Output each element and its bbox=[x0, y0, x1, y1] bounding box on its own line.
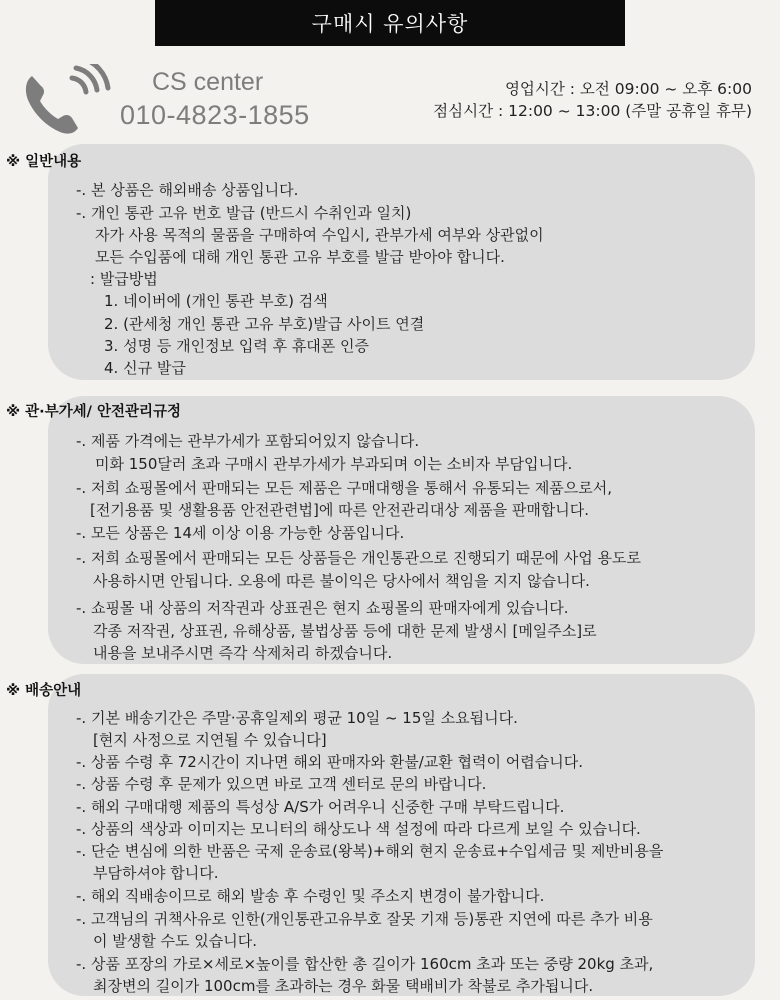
list-item: 4. 신규 발급 bbox=[104, 359, 186, 377]
list-item: 자가 사용 목적의 물품을 구매하여 수입시, 관부가세 여부와 상관없이 bbox=[95, 226, 544, 244]
list-item: -. 고객님의 귀책사유로 인한(개인통관고유부호 잘못 기재 등)통관 지연에 따른 추가 비용 bbox=[76, 910, 653, 928]
list-item: -. 모든 상품은 14세 이상 이용 가능한 상품입니다. bbox=[76, 524, 405, 542]
section-title-general: ※ 일반내용 bbox=[6, 154, 82, 170]
list-item: -. 상품 수령 후 72시간이 지나면 해외 판매자와 환불/교환 협력이 어렵습니다. bbox=[76, 753, 583, 771]
list-item: [전기용품 및 생활용품 안전관련법]에 따른 안전관리대상 제품을 판매합니다. bbox=[90, 501, 590, 519]
list-item: 미화 150달러 초과 구매시 관부가세가 부과되며 이는 소비자 부담입니다. bbox=[95, 455, 573, 473]
business-hours bbox=[433, 78, 752, 122]
list-item: 3. 성명 등 개인정보 입력 후 휴대폰 인증 bbox=[104, 337, 370, 355]
section-title-shipping: ※ 배송안내 bbox=[6, 683, 82, 699]
list-item: -. 개인 통관 고유 번호 발급 (반드시 수취인과 일치) bbox=[76, 204, 412, 222]
list-item: -. 저희 쇼핑몰에서 판매되는 모든 상품들은 개인통관으로 진행되기 때문에 사업 용도로 bbox=[76, 549, 642, 567]
list-item: 2. (관세청 개인 통관 고유 부호)발급 사이트 연결 bbox=[104, 315, 425, 333]
list-item: [현지 사정으로 지연될 수 있습니다] bbox=[93, 731, 327, 749]
list-item: -. 단순 변심에 의한 반품은 국제 운송료(왕복)+해외 현지 운송료+수입세금 및 제반비용을 bbox=[76, 842, 664, 860]
cs-center-title: CS center bbox=[152, 68, 264, 96]
list-item: -. 본 상품은 해외배송 상품입니다. bbox=[76, 181, 299, 199]
cs-phone-number: 010-4823-1855 bbox=[120, 100, 310, 130]
list-item: -. 상품 수령 후 문제가 있으면 바로 고객 센터로 문의 바랍니다. bbox=[76, 775, 487, 793]
cs-center-block bbox=[22, 64, 342, 140]
list-item: -. 저희 쇼핑몰에서 판매되는 모든 제품은 구매대행을 통해서 유통되는 제품으로서, bbox=[76, 479, 613, 497]
list-item: -. 쇼핑몰 내 상품의 저작권과 상표권은 현지 쇼핑몰의 판매자에게 있습니다. bbox=[76, 599, 569, 617]
page-title: 구매시 유의사항 bbox=[311, 12, 469, 36]
list-item: 내용을 보내주시면 즉각 삭제처리 하겠습니다. bbox=[93, 644, 393, 662]
phone-icon bbox=[22, 64, 114, 138]
lunch-hours-line: 점심시간 : 12:00 ~ 13:00 (주말 공휴일 휴무) bbox=[433, 102, 752, 120]
list-item: 최장변의 길이가 100cm를 초과하는 경우 화물 택배비가 착불로 추가됩니다. bbox=[93, 977, 594, 995]
list-item: 모든 수입품에 대해 개인 통관 고유 부호를 발급 받아야 합니다. bbox=[95, 248, 505, 266]
list-item: -. 제품 가격에는 관부가세가 포함되어있지 않습니다. bbox=[76, 432, 420, 450]
list-item: -. 상품 포장의 가로×세로×높이를 합산한 총 길이가 160cm 초과 또는 중량 20kg 초과, bbox=[76, 955, 654, 973]
list-item: -. 상품의 색상과 이미지는 모니터의 해상도나 색 설정에 따라 다르게 보일 수 있습니다. bbox=[76, 820, 641, 838]
section-title-tax-safety: ※ 관·부가세/ 안전관리규정 bbox=[6, 404, 182, 420]
header-title-bar bbox=[155, 0, 625, 46]
list-item: -. 기본 배송기간은 주말·공휴일제외 평균 10일 ~ 15일 소요됩니다. bbox=[76, 709, 518, 727]
list-item: -. 해외 직배송이므로 해외 발송 후 수령인 및 주소지 변경이 불가합니다. bbox=[76, 887, 545, 905]
list-item: 사용하시면 안됩니다. 오용에 따른 불이익은 당사에서 책임을 지지 않습니다. bbox=[93, 572, 590, 590]
list-item: 부담하셔야 합니다. bbox=[93, 864, 219, 882]
business-hours-line: 영업시간 : 오전 09:00 ~ 오후 6:00 bbox=[504, 80, 752, 98]
list-item: -. 해외 구매대행 제품의 특성상 A/S가 어려우니 신중한 구매 부탁드립니다. bbox=[76, 798, 565, 816]
list-item: : 발급방법 bbox=[90, 270, 158, 288]
list-item: 각종 저작권, 상표권, 유해상품, 불법상품 등에 대한 문제 발생시 [메일주소]로 bbox=[93, 622, 597, 640]
list-item: 이 발생할 수도 있습니다. bbox=[93, 932, 257, 950]
list-item: 1. 네이버에 (개인 통관 부호) 검색 bbox=[104, 292, 328, 310]
